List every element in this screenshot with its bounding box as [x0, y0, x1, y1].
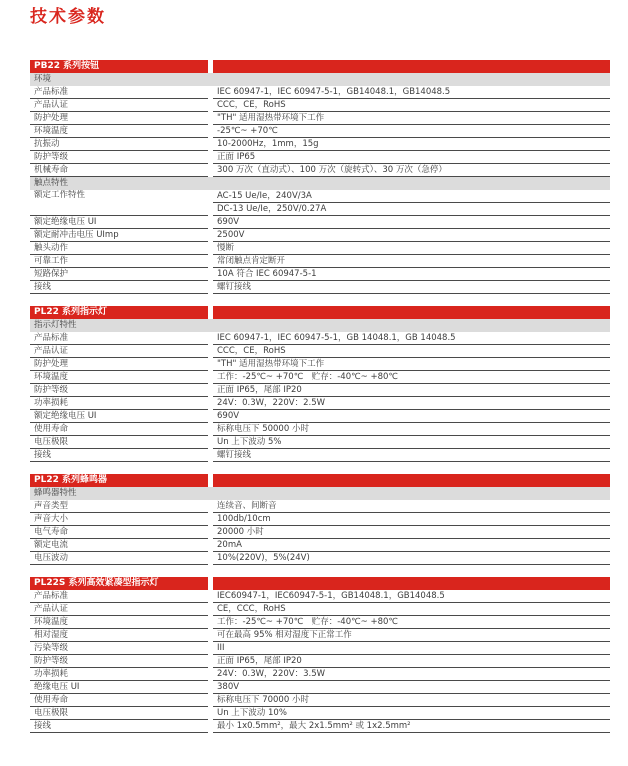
- row-label: 接线: [30, 281, 208, 294]
- spec-table: [30, 474, 610, 565]
- row-label: 触头动作: [30, 242, 208, 255]
- row-label: 产品标准: [30, 86, 208, 99]
- section-row: 蜂鸣器特性: [30, 487, 610, 500]
- row-value: 标称电压下 70000 小时: [213, 694, 610, 707]
- table-header-title: PL22 系列蜂鸣器: [30, 474, 208, 487]
- table-row: [30, 255, 610, 268]
- row-value: 正面 IP65，尾部 IP20: [213, 384, 610, 397]
- row-label: 短路保护: [30, 268, 208, 281]
- table-header-title: PL22 系列指示灯: [30, 306, 208, 319]
- row-label: 声音类型: [30, 500, 208, 513]
- row-label: 防护等级: [30, 655, 208, 668]
- row-value: 100db/10cm: [213, 513, 610, 526]
- row-label: 防护等级: [30, 384, 208, 397]
- row-value: 正面 IP65，尾部 IP20: [213, 655, 610, 668]
- table-row: [30, 500, 610, 513]
- row-value-stack: [213, 190, 610, 216]
- spec-table: [30, 306, 610, 462]
- row-value: 24V：0.3W，220V：2.5W: [213, 397, 610, 410]
- table-header-title: PB22 系列按钮: [30, 60, 208, 73]
- table-row: [30, 526, 610, 539]
- row-value: 300 万次（直动式）、100 万次（旋转式）、30 万次（急停）: [213, 164, 610, 177]
- row-value: 690V: [213, 216, 610, 229]
- row-label: 抗振动: [30, 138, 208, 151]
- row-label: 功率损耗: [30, 668, 208, 681]
- row-label: 可靠工作: [30, 255, 208, 268]
- row-value: 工作：-25℃~ +70℃ 贮存：-40℃~ +80℃: [213, 616, 610, 629]
- row-label: 防护处理: [30, 112, 208, 125]
- page-title: 技术参数: [30, 7, 106, 27]
- row-value: 10%(220V)，5%(24V): [213, 552, 610, 565]
- table-row: [30, 397, 610, 410]
- table-row: [30, 358, 610, 371]
- row-value: Un 上下波动 10%: [213, 707, 610, 720]
- section-row: 触点特性: [30, 177, 610, 190]
- row-label: 电气寿命: [30, 526, 208, 539]
- table-row: [30, 99, 610, 112]
- table-header-fill: [213, 60, 610, 73]
- table-header-fill: [213, 577, 610, 590]
- row-label: 使用寿命: [30, 423, 208, 436]
- row-value: 常闭触点肯定断开: [213, 255, 610, 268]
- row-value: IEC60947-1，IEC60947-5-1，GB14048.1，GB14048.5: [213, 590, 610, 603]
- row-label: 相对湿度: [30, 629, 208, 642]
- row-value: 2500V: [213, 229, 610, 242]
- section-row: 指示灯特性: [30, 319, 610, 332]
- table-header-bar: [30, 306, 610, 319]
- row-value: 20000 小时: [213, 526, 610, 539]
- row-value: 20mA: [213, 539, 610, 552]
- row-value: 380V: [213, 681, 610, 694]
- row-value: "TH" 适用湿热带环境下工作: [213, 112, 610, 125]
- row-label: 声音大小: [30, 513, 208, 526]
- table-row: [30, 125, 610, 138]
- table-row: [30, 655, 610, 668]
- row-label: 额定电流: [30, 539, 208, 552]
- row-value: 690V: [213, 410, 610, 423]
- row-label: 额定耐冲击电压 UImp: [30, 229, 208, 242]
- table-row: [30, 371, 610, 384]
- row-value: IEC 60947-1，IEC 60947-5-1，GB 14048.1，GB 14048.5: [213, 332, 610, 345]
- row-value: 最小 1x0.5mm²，最大 2x1.5mm² 或 1x2.5mm²: [213, 720, 610, 733]
- row-label: 额定工作特性: [30, 190, 208, 216]
- row-label: 污染等级: [30, 642, 208, 655]
- row-value: 正面 IP65: [213, 151, 610, 164]
- table-row: [30, 629, 610, 642]
- row-label: 使用寿命: [30, 694, 208, 707]
- table-row: [30, 281, 610, 294]
- table-row: [30, 552, 610, 565]
- table-row: [30, 190, 610, 216]
- table-header-bar: [30, 474, 610, 487]
- row-label: 电压波动: [30, 552, 208, 565]
- table-row: [30, 603, 610, 616]
- table-row: [30, 216, 610, 229]
- spec-tables-container: [30, 60, 610, 733]
- row-value: 10-2000Hz，1mm，15g: [213, 138, 610, 151]
- row-value: Un 上下波动 5%: [213, 436, 610, 449]
- row-value: AC-15 Ue/Ie，240V/3A: [213, 190, 610, 203]
- table-row: [30, 681, 610, 694]
- row-value: CCC，CE，RoHS: [213, 345, 610, 358]
- row-value: CE，CCC，RoHS: [213, 603, 610, 616]
- row-label: 产品标准: [30, 332, 208, 345]
- table-row: [30, 616, 610, 629]
- section-row: 环境: [30, 73, 610, 86]
- row-value: 慢断: [213, 242, 610, 255]
- table-row: [30, 513, 610, 526]
- table-row: [30, 332, 610, 345]
- table-row: [30, 229, 610, 242]
- row-label: 电压极限: [30, 436, 208, 449]
- table-row: [30, 86, 610, 99]
- table-row: [30, 151, 610, 164]
- row-label: 产品认证: [30, 99, 208, 112]
- table-row: [30, 423, 610, 436]
- table-header-bar: [30, 577, 610, 590]
- row-value: 10A 符合 IEC 60947-5-1: [213, 268, 610, 281]
- row-label: 额定绝缘电压 UI: [30, 216, 208, 229]
- table-row: [30, 539, 610, 552]
- table-row: [30, 590, 610, 603]
- table-row: [30, 345, 610, 358]
- table-row: [30, 384, 610, 397]
- row-label: 功率损耗: [30, 397, 208, 410]
- row-label: 环境温度: [30, 125, 208, 138]
- table-header-fill: [213, 474, 610, 487]
- table-header-bar: [30, 60, 610, 73]
- row-value: 标称电压下 50000 小时: [213, 423, 610, 436]
- row-label: 产品认证: [30, 345, 208, 358]
- table-row: [30, 242, 610, 255]
- table-row: [30, 668, 610, 681]
- row-label: 防护处理: [30, 358, 208, 371]
- row-value: -25℃~ +70℃: [213, 125, 610, 138]
- row-value: 24V：0.3W，220V：3.5W: [213, 668, 610, 681]
- row-value: 螺钉接线: [213, 449, 610, 462]
- row-label: 防护等级: [30, 151, 208, 164]
- table-row: [30, 112, 610, 125]
- row-value: 螺钉接线: [213, 281, 610, 294]
- table-row: [30, 164, 610, 177]
- table-header-title: PL22S 系列高效紧凑型指示灯: [30, 577, 208, 590]
- row-label: 电压极限: [30, 707, 208, 720]
- row-label: 环境温度: [30, 371, 208, 384]
- row-value: III: [213, 642, 610, 655]
- table-row: [30, 642, 610, 655]
- table-row: [30, 720, 610, 733]
- row-value: "TH" 适用湿热带环境下工作: [213, 358, 610, 371]
- table-row: [30, 694, 610, 707]
- row-value: 可在最高 95% 相对湿度下正常工作: [213, 629, 610, 642]
- table-row: [30, 436, 610, 449]
- spec-table: [30, 60, 610, 294]
- row-value: 工作：-25℃~ +70℃ 贮存：-40℃~ +80℃: [213, 371, 610, 384]
- row-label: 产品认证: [30, 603, 208, 616]
- row-label: 额定绝缘电压 UI: [30, 410, 208, 423]
- table-row: [30, 268, 610, 281]
- row-label: 绝缘电压 UI: [30, 681, 208, 694]
- table-row: [30, 138, 610, 151]
- table-header-fill: [213, 306, 610, 319]
- row-label: 接线: [30, 449, 208, 462]
- table-row: [30, 707, 610, 720]
- table-row: [30, 449, 610, 462]
- row-value: 连续音、间断音: [213, 500, 610, 513]
- row-label: 环境温度: [30, 616, 208, 629]
- row-value: IEC 60947-1，IEC 60947-5-1，GB14048.1，GB14048.5: [213, 86, 610, 99]
- spec-table: [30, 577, 610, 733]
- row-label: 机械寿命: [30, 164, 208, 177]
- row-value: CCC，CE，RoHS: [213, 99, 610, 112]
- row-value: DC-13 Ue/Ie，250V/0.27A: [213, 203, 610, 216]
- row-label: 接线: [30, 720, 208, 733]
- table-row: [30, 410, 610, 423]
- row-label: 产品标准: [30, 590, 208, 603]
